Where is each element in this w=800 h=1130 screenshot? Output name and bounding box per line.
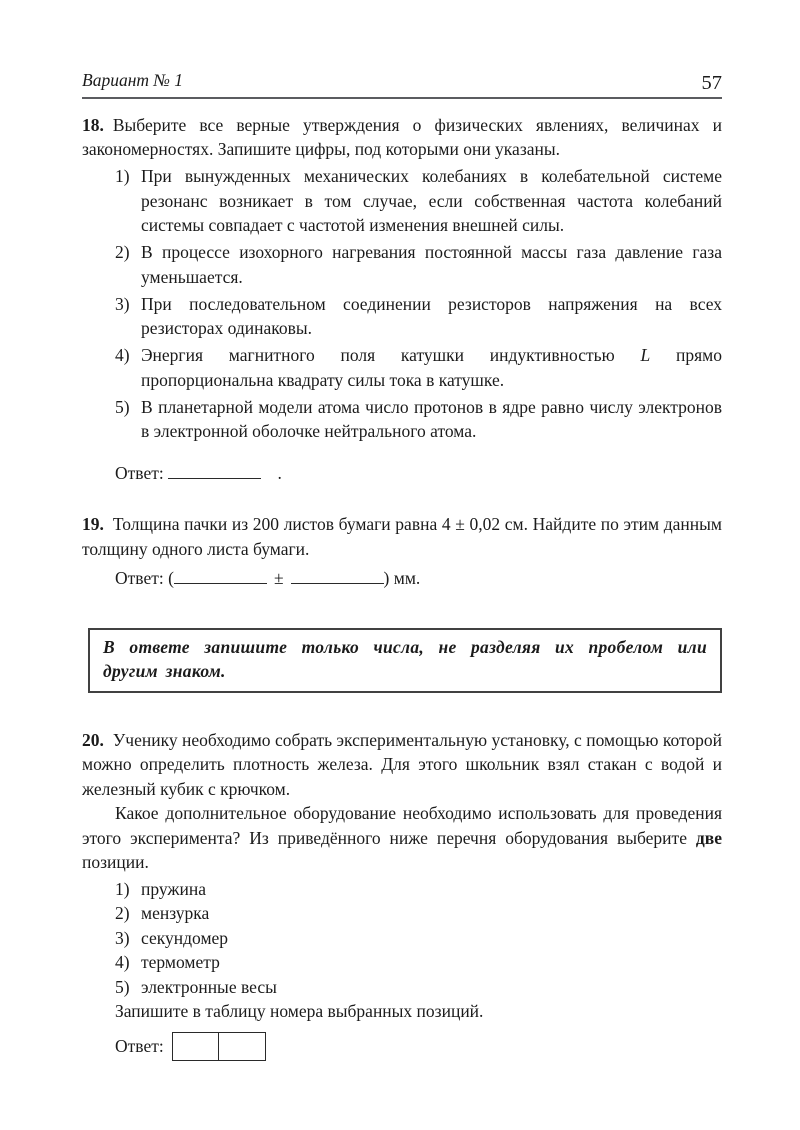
- question-19-number: 19.: [82, 514, 104, 534]
- answer-label: Ответ:: [115, 568, 164, 588]
- option-number: 3): [115, 927, 130, 948]
- question-18-intro: [82, 113, 722, 162]
- answer-cell-2: [219, 1033, 265, 1060]
- item-text: При последовательном соединении резисторов напряжения на всех резисторах одинаковы.: [141, 293, 722, 338]
- answer-table: [172, 1032, 266, 1061]
- item-number: 5): [115, 396, 130, 417]
- question-20-intro: [82, 728, 722, 802]
- option-number: 5): [115, 976, 130, 997]
- option-item-4: [82, 950, 722, 975]
- question-20-subquestion: [82, 801, 722, 875]
- option-item-1: [82, 877, 722, 902]
- answer-label: Ответ:: [115, 462, 164, 483]
- question-19-answer-line: [115, 566, 722, 591]
- question-18-answer-line: [115, 461, 722, 486]
- subquestion-bold-word: две: [695, 827, 722, 848]
- inductance-variable: L: [640, 345, 651, 365]
- answer-cell-1: [173, 1033, 219, 1060]
- option-item-3: [82, 926, 722, 951]
- answer-period: .: [277, 462, 282, 483]
- note-box: [88, 628, 722, 693]
- question-20-number: 20.: [82, 729, 104, 750]
- option-text: термометр: [141, 952, 220, 972]
- item-number: 2): [115, 242, 130, 262]
- option-text: электронные весы: [141, 976, 277, 997]
- options-list: [82, 877, 722, 1000]
- statement-item-1: [82, 164, 722, 238]
- option-number: 1): [115, 878, 130, 899]
- answer-blank: [168, 463, 261, 479]
- item-number: 1): [115, 166, 130, 186]
- option-number: 2): [115, 903, 130, 923]
- item-text-before: Энергия магнитного поля катушки индуктивностью: [141, 345, 641, 365]
- option-text: пружина: [141, 878, 206, 899]
- page-header: [82, 68, 722, 99]
- question-20-answer-row: [115, 1032, 722, 1061]
- option-number: 4): [115, 952, 130, 972]
- item-number: 3): [115, 293, 130, 314]
- page-number: 57: [701, 71, 722, 94]
- open-paren: (: [168, 568, 174, 588]
- table-instruction: Запишите в таблицу номера выбранных позиций.: [115, 1001, 484, 1021]
- answer-unit: ) мм.: [383, 568, 421, 588]
- question-20: [82, 728, 722, 1061]
- statement-item-5: [82, 395, 722, 444]
- plus-minus-sign: ±: [273, 568, 284, 588]
- note-text: В ответе запишите только числа, не разделяя их пробелом или другим знаком.: [103, 636, 707, 681]
- question-18-number: 18.: [82, 114, 104, 135]
- option-item-2: [82, 901, 722, 926]
- option-item-5: [82, 975, 722, 1000]
- question-20-text: Ученику необходимо собрать экспериментальную установку, с помощью которой можно определить плотность железа. Для этого школьник взял стакан с водой и железный кубик с крючком.: [82, 729, 722, 799]
- question-18-text: Выберите все верные утверждения о физических явлениях, величинах и закономерностях. Запишите цифры, под которыми они указаны.: [82, 114, 722, 159]
- statement-item-3: [82, 292, 722, 341]
- subquestion-after: позиции.: [82, 852, 149, 872]
- question-18: [82, 113, 722, 486]
- item-text: При вынужденных механических колебаниях в колебательной системе резонанс возникает в том случае, если собственная частота колебаний системы совпадает с частотой изменения внешней силы.: [141, 166, 722, 235]
- answer-blank-value: [174, 568, 267, 584]
- question-19: [82, 512, 722, 591]
- item-number: 4): [115, 345, 130, 365]
- question-19-text: Толщина пачки из 200 листов бумаги равна 4 ± 0,02 см. Найдите по этим данным толщину одного листа бумаги.: [82, 514, 722, 559]
- question-19-intro: [82, 512, 722, 561]
- statement-item-2: [82, 240, 722, 289]
- answer-label: Ответ:: [115, 1035, 164, 1056]
- item-text: В процессе изохорного нагревания постоянной массы газа давление газа уменьшается.: [141, 242, 722, 287]
- item-text-after: прямо пропорциональна квадрату силы тока в катушке.: [141, 345, 723, 390]
- subquestion-before: Какое дополнительное оборудование необходимо использовать для проведения этого эксперимента? Из приведённого ниже перечня оборудования выберите: [82, 803, 722, 848]
- option-text: мензурка: [141, 903, 210, 923]
- variant-label: Вариант № 1: [82, 70, 184, 90]
- item-text: В планетарной модели атома число протонов в ядре равно числу электронов в электронной оболочке нейтрального атома.: [141, 396, 722, 441]
- statement-item-4: [82, 343, 722, 392]
- answer-blank-error: [291, 568, 384, 584]
- option-text: секундомер: [141, 927, 229, 948]
- statement-list: [82, 164, 722, 444]
- item-text: [141, 343, 722, 392]
